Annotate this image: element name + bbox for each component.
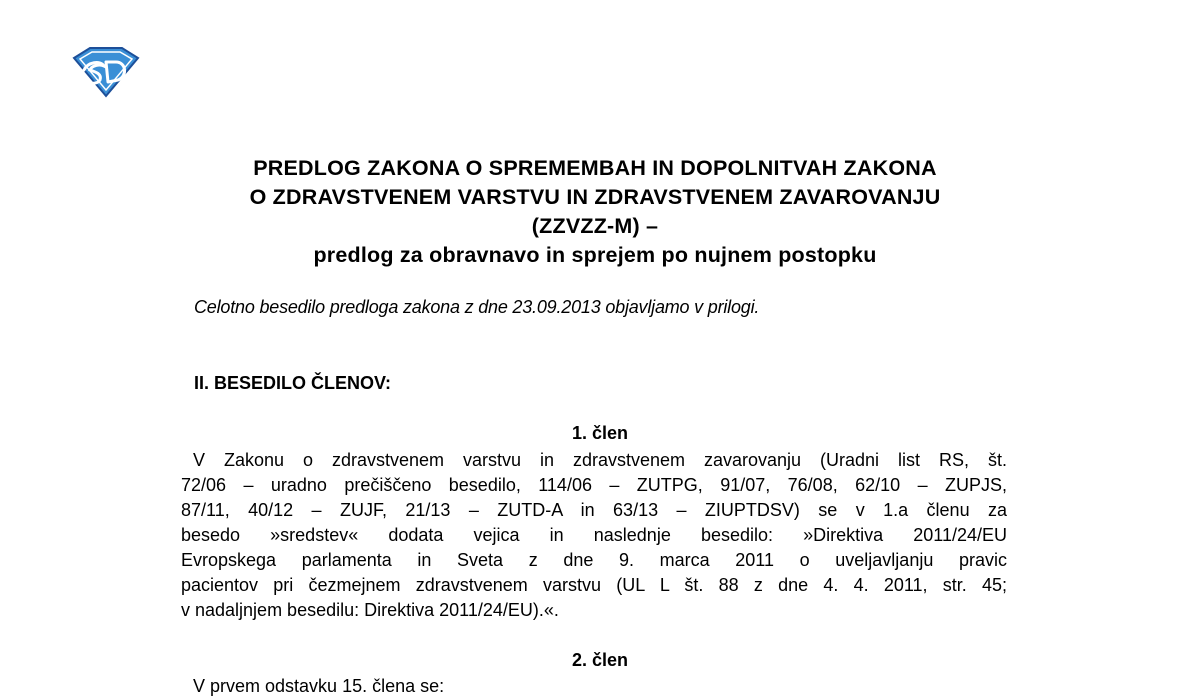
title-line-1: PREDLOG ZAKONA O SPREMEMBAH IN DOPOLNITVAH ZAKONA <box>253 156 937 180</box>
article-2-body <box>181 674 1007 699</box>
article-1-body <box>181 448 1007 623</box>
title-line-3: (ZZVZZ-M) – <box>531 214 659 238</box>
article-1-line: Evropskega parlamenta in Sveta z dne 9. marca 2011 o uveljavljanju pravic <box>181 550 1007 570</box>
title-line-2: O ZDRAVSTVENEM VARSTVU IN ZDRAVSTVENEM ZAVAROVANJU <box>249 185 941 209</box>
article-1-line: V Zakonu o zdravstvenem varstvu in zdravstvenem zavarovanju (Uradni list RS, št. <box>193 450 1007 470</box>
sd-logo <box>70 44 142 98</box>
article-1-line: 87/11, 40/12 – ZUJF, 21/13 – ZUTD-A in 63/13 – ZIUPTDSV) se v 1.a členu za <box>181 500 1007 520</box>
document-title <box>150 154 1040 270</box>
article-2-title: 2. člen <box>571 650 629 670</box>
article-2-line: V prvem odstavku 15. člena se: <box>193 676 445 696</box>
title-line-4: predlog za obravnavo in sprejem po nujnem postopku <box>313 243 877 267</box>
article-1-line: v nadaljnjem besedilu: Direktiva 2011/24/EU).«. <box>181 600 559 620</box>
section-heading: II. BESEDILO ČLENOV: <box>194 373 392 393</box>
article-1-line: besedo »sredstev« dodata vejica in naslednje besedilo: »Direktiva 2011/24/EU <box>181 525 1007 545</box>
article-1-title: 1. člen <box>571 423 629 443</box>
sd-logo-icon <box>70 44 142 98</box>
article-1-line: pacientov pri čezmejnem zdravstvenem varstvu (UL L št. 88 z dne 4. 4. 2011, str. 45; <box>181 575 1007 595</box>
intro-note: Celotno besedilo predloga zakona z dne 23.09.2013 objavljamo v prilogi. <box>194 297 760 317</box>
article-1-line: 72/06 – uradno prečiščeno besedilo, 114/06 – ZUTPG, 91/07, 76/08, 62/10 – ZUPJS, <box>181 475 1007 495</box>
